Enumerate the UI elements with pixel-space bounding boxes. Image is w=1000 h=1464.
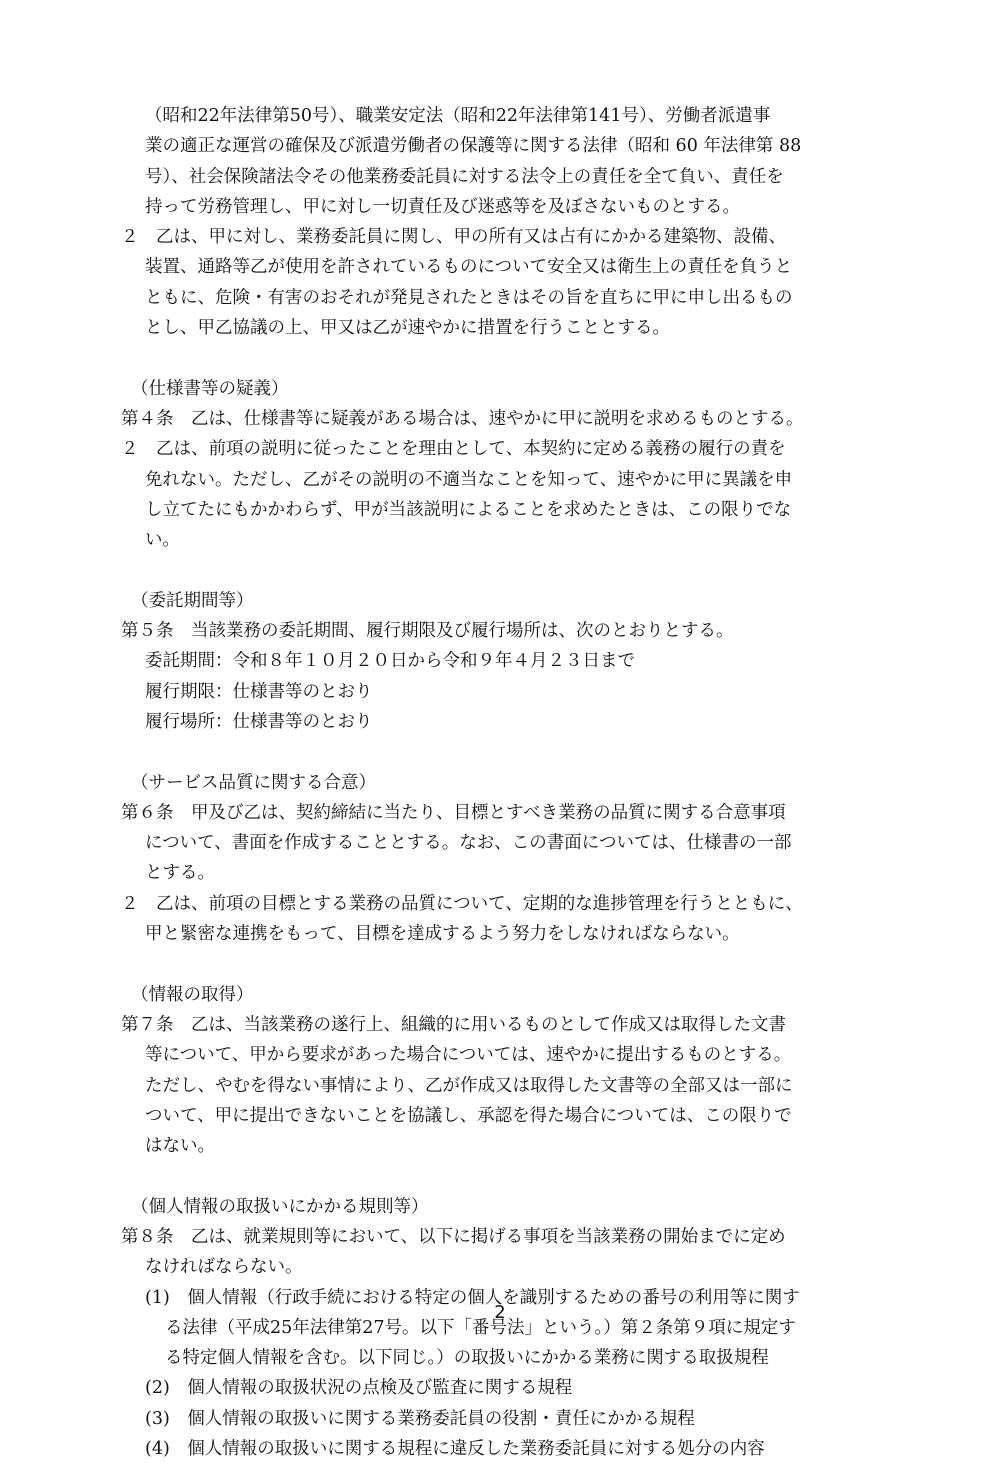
list-item: 委託期間：令和８年１０月２０日から令和９年４月２３日まで: [145, 651, 635, 672]
article4: [121, 374, 896, 556]
text-line: 号）、社会保険諸法令その他業務委託員に対する法令上の責任を全て負い、責任を: [145, 166, 784, 187]
text-line: ただし、やむを得ない事情により、乙が作成又は取得した文書等の全部又は一部に: [145, 1075, 793, 1096]
article6: [121, 768, 896, 950]
text-line: なければならない。: [145, 1257, 303, 1278]
article-heading: （委託期間等）: [131, 590, 254, 611]
text-line: 装置、通路等乙が使用を許されているものについて安全又は衛生上の責任を負うと: [145, 257, 793, 278]
text-line: とする。: [145, 863, 215, 884]
text-line: る法律（平成25年法律第27号。以下「番号法」という。）第２条第９項に規定す: [165, 1317, 796, 1338]
article-heading: （個人情報の取扱いにかかる規則等）: [131, 1196, 429, 1217]
text-line: 業の適正な運営の確保及び派遣労働者の保護等に関する法律（昭和 60 年法律第 88: [145, 136, 802, 157]
text-line: について、書面を作成することとする。なお、この書面については、仕様書の一部: [145, 833, 792, 854]
text-line: ２ 乙は、甲に対し、業務委託員に関し、甲の所有又は占有にかかる建築物、設備、: [121, 227, 786, 248]
text-line: ２ 乙は、前項の目標とする業務の品質について、定期的な進捗管理を行うとともに、: [121, 893, 803, 914]
article7: [121, 980, 896, 1162]
article8: [121, 1192, 896, 1464]
article5: [121, 586, 896, 737]
continued-paragraph: [121, 101, 896, 222]
text-line: ２ 乙は、前項の説明に従ったことを理由として、本契約に定める義務の履行の責を: [121, 439, 786, 460]
page-number: 2: [494, 1302, 506, 1323]
article-heading: （仕様書等の疑義）: [131, 378, 289, 399]
text-line: はない。: [145, 1136, 215, 1157]
blank-line: [121, 555, 896, 585]
text-line: 第６条 甲及び乙は、契約締結に当たり、目標とすべき業務の品質に関する合意事項: [121, 802, 786, 823]
article3-paragraph2: [121, 222, 896, 343]
blank-line: [121, 343, 896, 373]
list-item: 履行期限：仕様書等のとおり: [145, 681, 373, 702]
blank-line: [121, 1161, 896, 1191]
list-item: (2) 個人情報の取扱状況の点検及び監査に関する規程: [145, 1378, 573, 1399]
text-line: 甲と緊密な連携をもって、目標を達成するよう努力をしなければならない。: [145, 924, 740, 945]
list-item: (1) 個人情報（行政手続における特定の個人を識別するための番号の利用等に関す: [145, 1287, 800, 1308]
list-item: 履行場所：仕様書等のとおり: [145, 711, 373, 732]
text-line: （昭和22年法律第50号）、職業安定法（昭和22年法律第141号）、労働者派遣事: [145, 106, 771, 126]
text-line: ともに、危険・有害のおそれが発見されたときはその旨を直ちに甲に申し出るもの: [145, 287, 793, 308]
list-item: (4) 個人情報の取扱いに関する規程に違反した業務委託員に対する処分の内容: [145, 1439, 765, 1460]
text-line: 第４条 乙は、仕様書等に疑義がある場合は、速やかに甲に説明を求めるものとする。: [121, 408, 804, 429]
article-heading: （情報の取得）: [131, 984, 254, 1005]
article-heading: （サービス品質に関する合意）: [131, 772, 376, 793]
text-line: とし、甲乙協議の上、甲又は乙が速やかに措置を行うこととする。: [145, 318, 670, 339]
blank-line: [121, 737, 896, 767]
text-line: 第５条 当該業務の委託期間、履行期限及び履行場所は、次のとおりとする。: [121, 621, 734, 642]
text-line: ついて、甲に提出できないことを協議し、承認を得た場合については、この限りで: [145, 1105, 792, 1126]
text-line: 第７条 乙は、当該業務の遂行上、組織的に用いるものとして作成又は取得した文書: [121, 1014, 786, 1035]
text-line: 等について、甲から要求があった場合については、速やかに提出するものとする。: [145, 1045, 792, 1066]
document-body: [121, 101, 896, 1464]
list-item: (3) 個人情報の取扱いに関する業務委託員の役割・責任にかかる規程: [145, 1408, 695, 1429]
text-line: 免れない。ただし、乙がその説明の不適当なことを知って、速やかに甲に異議を申: [145, 469, 793, 490]
text-line: し立てたにもかかわらず、甲が当該説明によることを求めたときは、この限りでな: [145, 499, 792, 520]
text-line: 第８条 乙は、就業規則等において、以下に掲げる事項を当該業務の開始までに定め: [121, 1226, 786, 1247]
blank-line: [121, 949, 896, 979]
text-line: い。: [145, 530, 180, 551]
text-line: る特定個人情報を含む。以下同じ。）の取扱いにかかる業務に関する取扱規程: [165, 1348, 769, 1369]
text-line: 持って労務管理し、甲に対し一切責任及び迷惑等を及ぼさないものとする。: [145, 196, 740, 217]
